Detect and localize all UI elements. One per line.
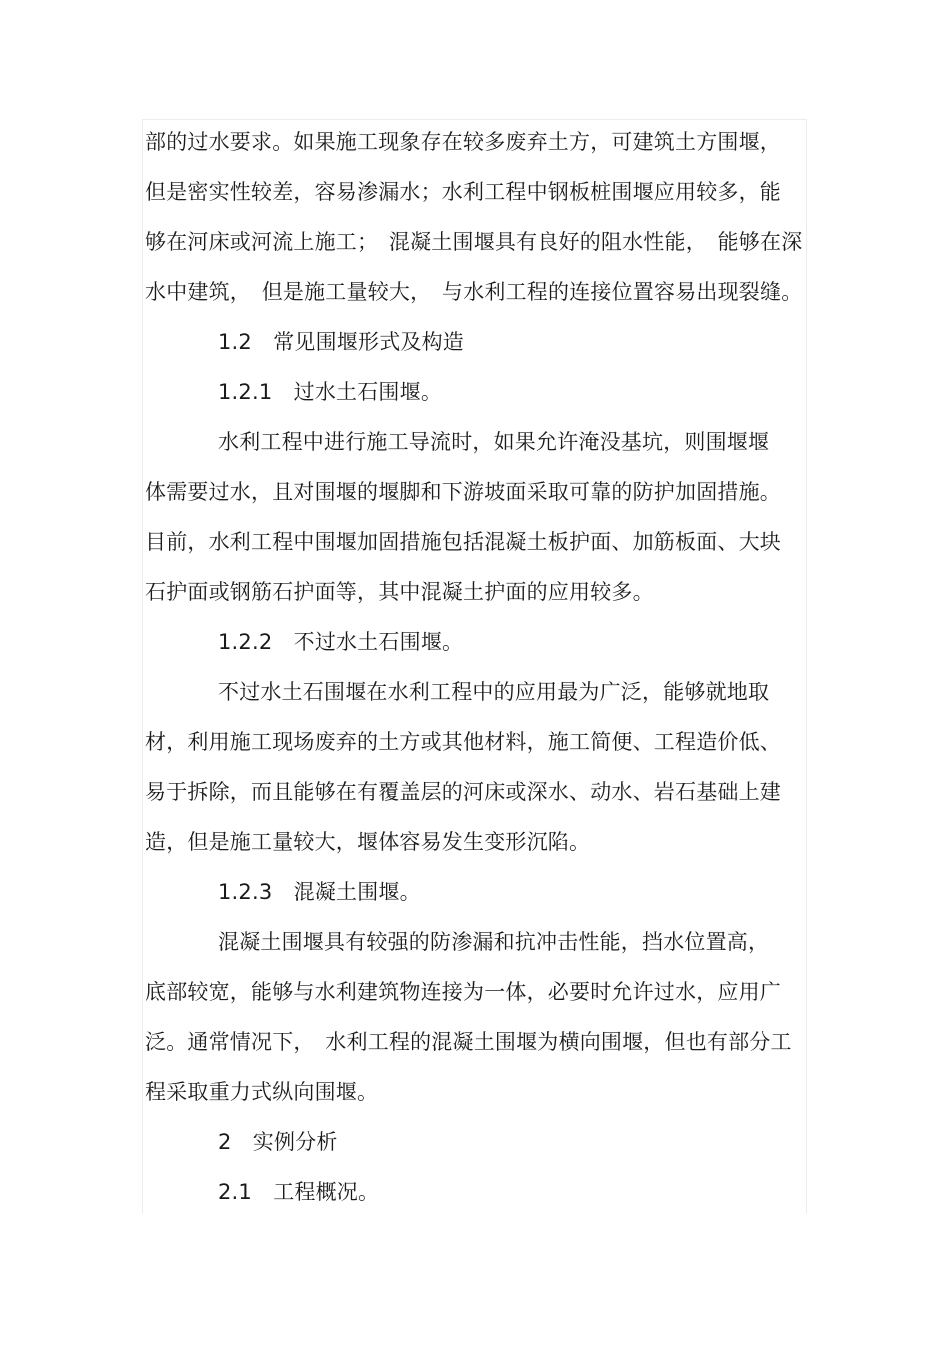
paragraph-line: 程采取重力式纵向围堰。 bbox=[145, 1080, 379, 1104]
paragraph-line: 不过水土石围堰在水利工程中的应用最为广泛，能够就地取 bbox=[218, 680, 770, 704]
paragraph-line: 造，但是施工量较大，堰体容易发生变形沉陷。 bbox=[145, 830, 591, 854]
paragraph-line: 部的过水要求。如果施工现象存在较多废弃土方，可建筑土方围堰， bbox=[145, 130, 781, 154]
section-heading: 2 实例分析 bbox=[218, 1130, 338, 1154]
paragraph-line: 易于拆除，而且能够在有覆盖层的河床或深水、动水、岩石基础上建 bbox=[145, 780, 781, 804]
paragraph-line: 混凝土围堰具有较强的防渗漏和抗冲击性能，挡水位置高， bbox=[218, 930, 770, 954]
paragraph-line: 目前，水利工程中围堰加固措施包括混凝土板护面、加筋板面、大块 bbox=[145, 530, 781, 554]
paragraph-line: 水中建筑， 但是施工量较大， 与水利工程的连接位置容易出现裂缝。 bbox=[145, 280, 803, 304]
paragraph-line: 材，利用施工现场废弃的土方或其他材料，施工简便、工程造价低、 bbox=[145, 730, 781, 754]
paragraph-line: 底部较宽，能够与水利建筑物连接为一体，必要时允许过水，应用广 bbox=[145, 980, 781, 1004]
subsection-heading: 1.2.2 不过水土石围堰。 bbox=[218, 630, 464, 654]
subsection-heading: 1.2.3 混凝土围堰。 bbox=[218, 880, 421, 904]
paragraph-line: 水利工程中进行施工导流时，如果允许淹没基坑，则围堰堰 bbox=[218, 430, 770, 454]
paragraph-line: 石护面或钢筋石护面等，其中混凝土护面的应用较多。 bbox=[145, 580, 654, 604]
paragraph-line: 但是密实性较差，容易渗漏水；水利工程中钢板桩围堰应用较多，能 bbox=[145, 180, 781, 204]
paragraph-line: 泛。通常情况下， 水利工程的混凝土围堰为横向围堰，但也有部分工 bbox=[145, 1030, 792, 1054]
section-heading: 1.2 常见围堰形式及构造 bbox=[218, 330, 464, 354]
paragraph-line: 够在河床或河流上施工； 混凝土围堰具有良好的阻水性能， 能够在深 bbox=[145, 230, 803, 254]
paragraph-line: 体需要过水，且对围堰的堰脚和下游坡面采取可靠的防护加固措施。 bbox=[145, 480, 781, 504]
subsection-heading: 2.1 工程概况。 bbox=[218, 1180, 380, 1204]
subsection-heading: 1.2.1 过水土石围堰。 bbox=[218, 380, 443, 404]
